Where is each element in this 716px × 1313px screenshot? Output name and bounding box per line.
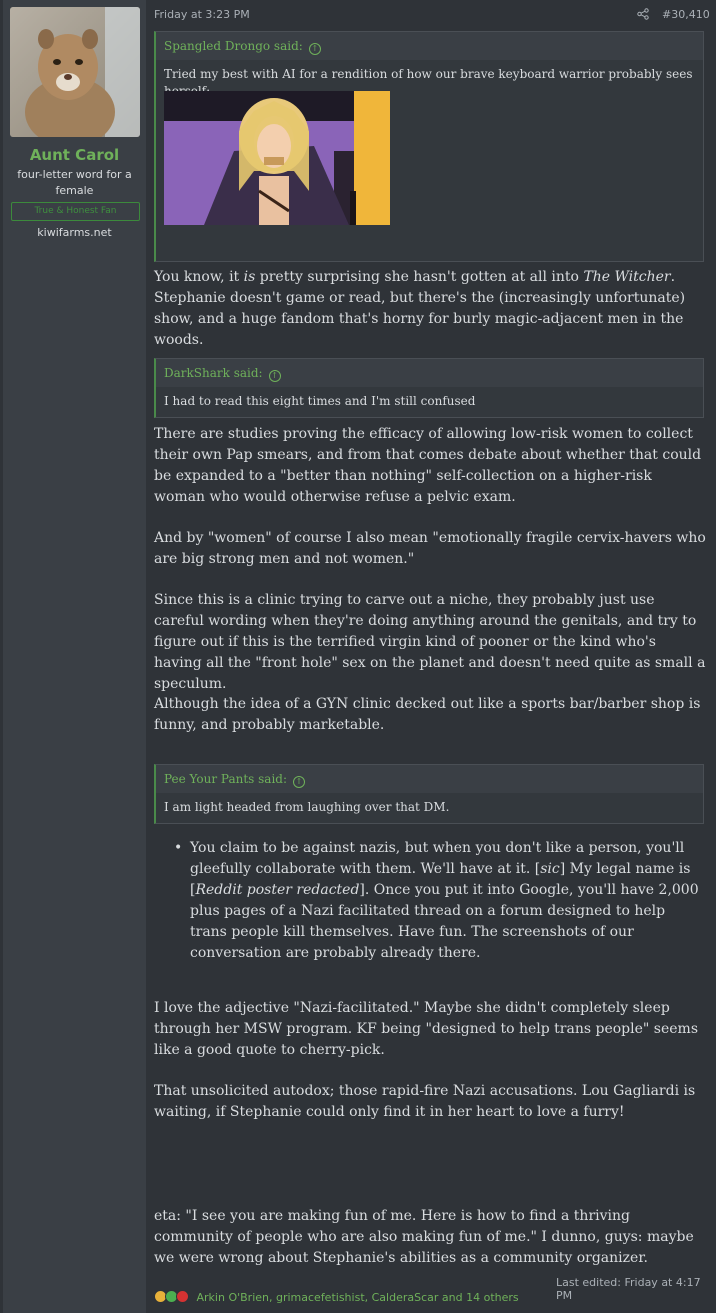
- quote-block: [154, 31, 704, 262]
- text-run: ] My legal name is [: [190, 861, 691, 898]
- jump-to-quote-icon[interactable]: ↑: [309, 43, 321, 55]
- reaction-users[interactable]: Arkin O'Brien, grimacefetishist, CalderaScar and 14 others: [196, 1291, 519, 1304]
- user-sidebar: [3, 0, 146, 1313]
- text-run: . Stephanie doesn't game or read, but there's the (increasingly unfortunate) show, and a huge fandom that's horny for burly magic-adjacent men in the woods.: [154, 269, 686, 348]
- post-paragraph: Since this is a clinic trying to carve out a niche, they probably just use careful wording when they're doing anything around the genitals, and try to figure out if this is the terrified virgin kind of pooner or the kind who's having all the "front hole" sex on the planet and doesn't need quite as small a speculum.: [154, 592, 706, 692]
- text-run: ]. Once you put it into Google, you'll have 2,000 plus pages of a Nazi facilitated thread on a forum designed to help trans people kill themselves. Have fun. The screenshots of our conversation are probably already there.: [190, 882, 699, 961]
- text-run: pretty surprising she hasn't gotten at all into: [255, 269, 584, 285]
- user-site: kiwifarms.net: [37, 226, 112, 239]
- text-run: You know, it: [154, 269, 244, 285]
- reaction-heart-icon: [176, 1290, 189, 1303]
- quote-header[interactable]: [156, 359, 703, 387]
- italic-text: Reddit poster redacted: [195, 882, 360, 898]
- post-body: [146, 0, 716, 1313]
- italic-text: sic: [540, 861, 560, 877]
- post-paragraph: [154, 267, 706, 351]
- post-paragraph: I love the adjective "Nazi-facilitated." Maybe she didn't completely sleep through her MSW program. KF being "designed to help trans people" seems like a good quote to cherry-pick.: [154, 1000, 698, 1058]
- quote-author[interactable]: Spangled Drongo said:: [164, 39, 303, 53]
- user-banner: True & Honest Fan: [11, 202, 140, 221]
- post-paragraph: eta: "I see you are making fun of me. Here is how to find a thriving community of people who are also making fun of me." I dunno, guys: maybe we were wrong about Stephanie's abilities as a community organizer.: [154, 1208, 694, 1266]
- quote-header[interactable]: [156, 765, 703, 793]
- list-item: [154, 838, 706, 964]
- share-icon[interactable]: [637, 8, 649, 23]
- post-paragraph: And by "women" of course I also mean "emotionally fragile cervix-havers who are big strong men and not women.": [154, 530, 706, 567]
- quote-header[interactable]: [156, 32, 703, 60]
- italic-text: is: [243, 269, 256, 285]
- reactions-bar[interactable]: [154, 1290, 519, 1306]
- jump-to-quote-icon[interactable]: ↑: [269, 370, 281, 382]
- italic-title: The Witcher: [583, 269, 671, 285]
- quote-author[interactable]: Pee Your Pants said:: [164, 772, 288, 786]
- text-run: You claim to be against nazis, but when you don't like a person, you'll gleefully collaborate with them. We'll have at it. [: [190, 840, 685, 877]
- quote-content: [156, 60, 703, 261]
- post-number-link[interactable]: #30,410: [662, 8, 710, 21]
- quote-block: [154, 764, 704, 824]
- quote-text: Tried my best with AI for a rendition of how our brave keyboard warrior probably sees: [164, 67, 693, 81]
- user-title: four-letter word for a female: [17, 168, 132, 197]
- witcher-ai-image[interactable]: [164, 91, 390, 225]
- post-paragraph: There are studies proving the efficacy of allowing low-risk women to collect their own Pap smears, and from that comes debate about whether that could be expanded to a "better than nothing" self-collection on a higher-risk woman who would otherwise refuse a pelvic exam.: [154, 426, 702, 505]
- user-avatar[interactable]: [10, 7, 140, 137]
- quote-text: I had to read this eight times and I'm still confused: [164, 394, 476, 408]
- username[interactable]: Aunt Carol: [29, 146, 120, 164]
- last-edited: Last edited: Friday at 4:17 PM: [556, 1276, 701, 1302]
- quote-content: [156, 793, 703, 823]
- quote-author[interactable]: DarkShark said:: [164, 366, 263, 380]
- cougar-avatar-image: [10, 7, 140, 137]
- post-paragraph: Although the idea of a GYN clinic decked out like a sports bar/barber shop is funny, and probably marketable.: [154, 696, 701, 733]
- quote-text: I am light headed from laughing over that DM.: [164, 800, 450, 814]
- post-paragraph: That unsolicited autodox; those rapid-fire Nazi accusations. Lou Gagliardi is waiting, if Stephanie could only find it in her heart to love a furry!: [154, 1083, 696, 1120]
- post-date[interactable]: Friday at 3:23 PM: [154, 8, 250, 21]
- quote-content: [156, 387, 703, 417]
- bullet-list: [154, 838, 706, 964]
- jump-to-quote-icon[interactable]: ↑: [293, 776, 305, 788]
- quote-block: [154, 358, 704, 418]
